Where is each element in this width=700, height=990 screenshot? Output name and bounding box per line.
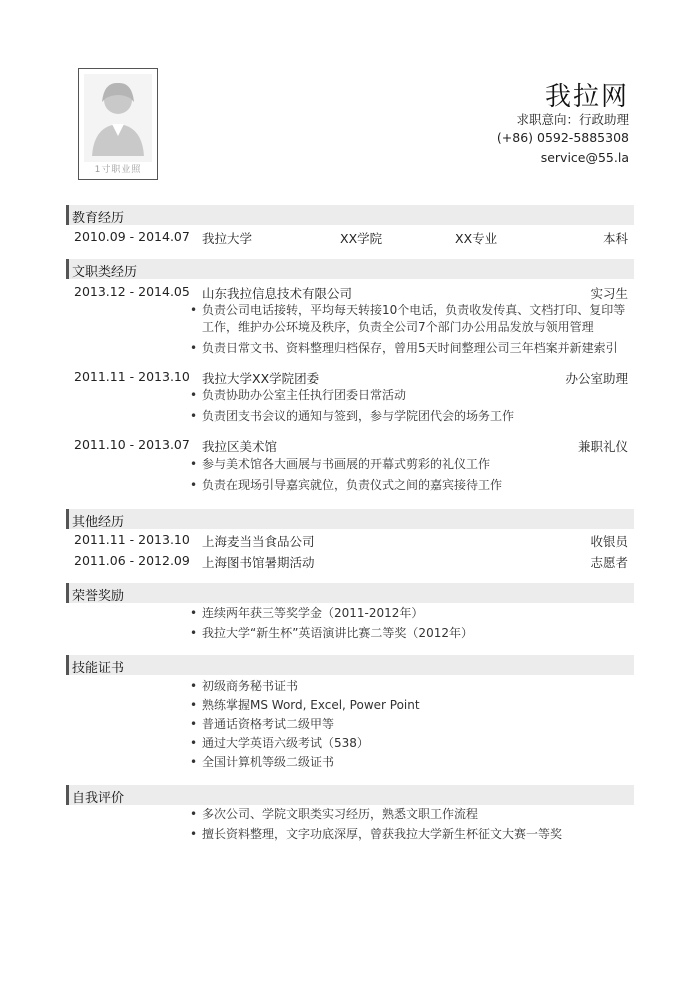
bullet-icon: • xyxy=(190,736,198,750)
bullet-text: 我拉大学“新生杯”英语演讲比赛二等奖（2012年） xyxy=(202,626,473,640)
section-title: 荣誉奖励 xyxy=(72,589,125,604)
skill-item xyxy=(190,735,630,752)
bullet-text: 负责团支书会议的通知与签到，参与学院团代会的场务工作 xyxy=(202,409,515,423)
avatar-placeholder-icon xyxy=(84,74,152,162)
other-organization: 上海图书馆暑期活动 xyxy=(202,555,315,570)
phone-number: (+86) 0592-5885308 xyxy=(496,130,629,145)
bullet-text: 普通话资格考试二级甲等 xyxy=(202,717,335,731)
section-title: 自我评价 xyxy=(72,791,125,806)
job-bullet xyxy=(190,302,630,336)
education-date: 2010.09 - 2014.07 xyxy=(74,229,190,244)
bullet-icon: • xyxy=(190,679,198,693)
education-row xyxy=(66,229,628,247)
job-row xyxy=(66,284,628,302)
email-address: service@55.la xyxy=(540,150,629,165)
photo-caption: 1寸职业照 xyxy=(94,165,142,175)
job-bullet xyxy=(190,456,630,473)
job-role: 兼职礼仪 xyxy=(577,439,628,454)
bullet-text: 连续两年获三等奖学金（2011-2012年） xyxy=(202,606,424,620)
other-date: 2011.06 - 2012.09 xyxy=(74,553,190,568)
bullet-icon: • xyxy=(190,755,198,769)
bullet-text: 全国计算机等级二级证书 xyxy=(202,755,335,769)
section-title: 技能证书 xyxy=(72,661,125,676)
candidate-name: 我拉网 xyxy=(544,82,629,112)
bullet-text: 负责日常文书、资料整理归档保存，曾用5天时间整理公司三年档案并新建索引 xyxy=(202,341,618,355)
bullet-text: 参与美术馆各大画展与书画展的开幕式剪彩的礼仪工作 xyxy=(202,457,491,471)
bullet-icon: • xyxy=(190,457,198,471)
bullet-icon: • xyxy=(190,303,198,317)
bullet-text: 通过大学英语六级考试（538） xyxy=(202,736,369,750)
job-role: 实习生 xyxy=(590,286,628,301)
job-objective: 求职意向：行政助理 xyxy=(516,112,629,127)
job-organization: 我拉区美术馆 xyxy=(202,439,278,454)
bullet-text: 负责在现场引导嘉宾就位，负责仪式之间的嘉宾接待工作 xyxy=(202,478,503,492)
bullet-icon: • xyxy=(190,807,198,821)
section-honors-header xyxy=(66,583,634,603)
job-date: 2011.10 - 2013.07 xyxy=(74,437,190,452)
skill-item xyxy=(190,754,630,771)
bullet-text: 初级商务秘书证书 xyxy=(202,679,299,693)
other-role: 收银员 xyxy=(590,534,628,549)
self-item xyxy=(190,826,630,843)
other-organization: 上海麦当当食品公司 xyxy=(202,534,315,549)
job-bullet xyxy=(190,387,630,404)
job-row xyxy=(66,437,628,455)
section-title: 文职类经历 xyxy=(72,265,138,280)
other-role: 志愿者 xyxy=(590,555,628,570)
bullet-icon: • xyxy=(190,388,198,402)
bullet-icon: • xyxy=(190,717,198,731)
job-bullet xyxy=(190,340,630,357)
profile-photo xyxy=(78,68,158,180)
bullet-icon: • xyxy=(190,698,198,712)
honor-item xyxy=(190,625,630,642)
job-bullet xyxy=(190,408,630,425)
job-organization: 我拉大学XX学院团委 xyxy=(202,371,320,386)
other-date: 2011.11 - 2013.10 xyxy=(74,532,190,547)
bullet-icon: • xyxy=(190,626,198,640)
section-education-header xyxy=(66,205,634,225)
section-other-header xyxy=(66,509,634,529)
section-title: 教育经历 xyxy=(72,211,125,226)
education-school: 我拉大学 xyxy=(202,231,253,246)
bullet-icon: • xyxy=(190,606,198,620)
job-organization: 山东我拉信息技术有限公司 xyxy=(202,286,353,301)
job-role: 办公室助理 xyxy=(565,371,628,386)
bullet-text: 擅长资料整理，文字功底深厚，曾获我拉大学新生杯征文大赛一等奖 xyxy=(202,827,563,841)
job-row xyxy=(66,369,628,387)
honor-item xyxy=(190,605,630,622)
bullet-icon: • xyxy=(190,478,198,492)
education-degree: 本科 xyxy=(602,231,628,246)
bullet-icon: • xyxy=(190,341,198,355)
self-item xyxy=(190,806,630,823)
bullet-icon: • xyxy=(190,409,198,423)
education-college: XX学院 xyxy=(340,231,383,246)
section-work-header xyxy=(66,259,634,279)
job-bullet xyxy=(190,477,630,494)
other-row xyxy=(66,553,628,571)
other-row xyxy=(66,532,628,550)
bullet-text: 熟练掌握MS Word, Excel, Power Point xyxy=(202,698,420,712)
section-skills-header xyxy=(66,655,634,675)
bullet-icon: • xyxy=(190,827,198,841)
job-date: 2013.12 - 2014.05 xyxy=(74,284,190,299)
skill-item xyxy=(190,697,630,714)
bullet-text: 多次公司、学院文职类实习经历，熟悉文职工作流程 xyxy=(202,807,479,821)
section-self-header xyxy=(66,785,634,805)
section-title: 其他经历 xyxy=(72,515,125,530)
bullet-text: 负责公司电话接转，平均每天转接10个电话，负责收发传真、文档打印、复印等工作，维护办公环境及秩序，负责全公司7个部门办公用品发放与领用管理 xyxy=(202,303,626,334)
bullet-text: 负责协助办公室主任执行团委日常活动 xyxy=(202,388,407,402)
skill-item xyxy=(190,678,630,695)
job-date: 2011.11 - 2013.10 xyxy=(74,369,190,384)
skill-item xyxy=(190,716,630,733)
education-major: XX专业 xyxy=(455,231,498,246)
